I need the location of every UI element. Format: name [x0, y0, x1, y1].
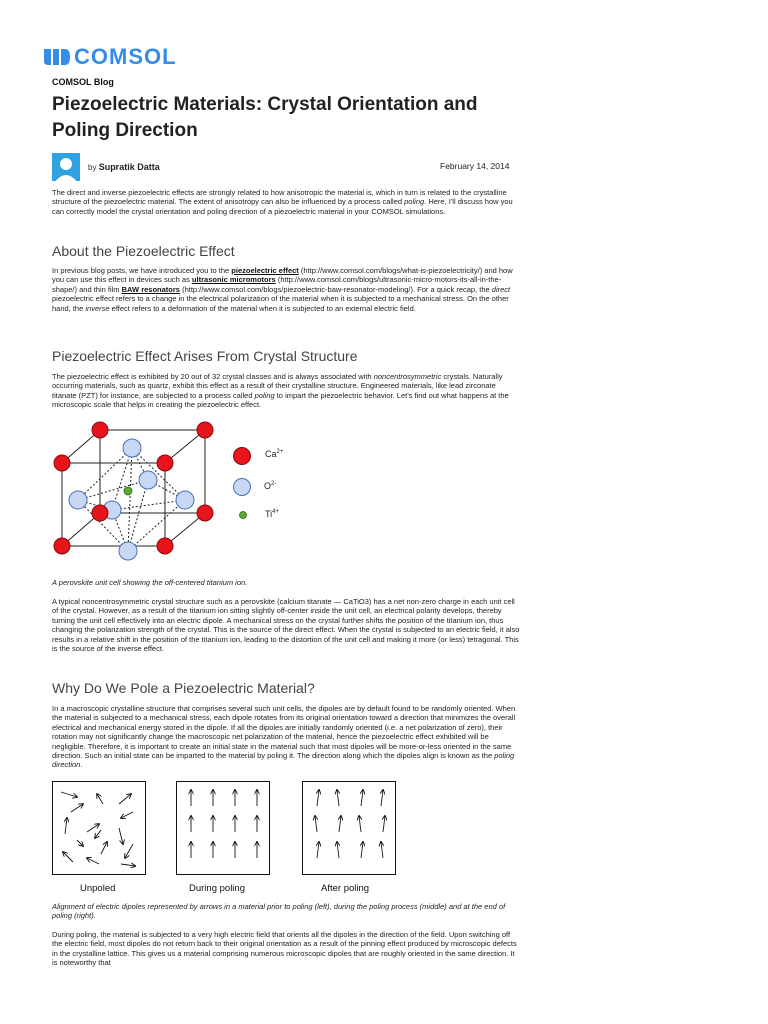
legend-o-marker: [232, 477, 252, 497]
legend-ca-label: $Ca^{2+}$: [265, 449, 284, 459]
perovskite-unit-cell-figure: [50, 418, 220, 576]
during-poling-box: [176, 781, 270, 875]
section-perovskite-paragraph: A typical noncentrosymmetric crystal structure such as a perovskite (calcium titanate — CaTiO3) has a net non-zero charge in each unit cell of the crystal. However, as a result of the titanium ion sitting slightly off-center inside the unit cell, an electrical polarity develops, thereby turning the unit cell effectively into an electric dipole. A mechanical stress on the crystal further shifts the position of the titanium ion, thus changing the polarization strength of the crystal. This is the source of the direct effect. When the crystal is subjected to an electric field, it also results in a relative shift in the position of the titanium ion, leading to the distortion of the unit cell and making it more (or less) tetragonal. This is the source of the inverse effect.: [52, 597, 520, 654]
avatar: [52, 153, 80, 181]
link-ultrasonic-micromotors[interactable]: ultrasonic micromotors: [191, 275, 276, 285]
label-during-poling: During poling: [189, 883, 245, 894]
author-link[interactable]: Supratik Datta: [98, 162, 160, 172]
blog-label: COMSOL Blog: [52, 77, 114, 87]
unpoled-box: [52, 781, 146, 875]
comsol-logo-icon: [44, 49, 70, 65]
after-poling-dipoles: [303, 782, 395, 874]
legend-o-label: $O^{2-}$: [264, 481, 277, 491]
link-piezoelectric-effect[interactable]: piezoelectric effect: [231, 266, 299, 275]
user-icon: [52, 153, 80, 181]
section-poling-paragraph: In a macroscopic crystalline structure that comprises several such unit cells, the dipoles are by default found to be randomly oriented. When the material is subjected to a mechanical stress, each dipole rotates from its original orientation toward a direction that minimizes the overall electrical and mechanical energy stored in the dipole. If all the dipoles are initially randomly oriented (i.e. a net polarization of zero), their rotation may not significantly change the macroscopic net polarization of the material, hence the piezoelectric effect exhibited will be negligible. Therefore, it is important to create an initial state in the material such that most dipoles will be more-or-less oriented in the same direction. Such an initial state can be imparted to the material by poling it. The direction along which the dipoles align is known as the poling direction.: [52, 704, 516, 770]
section-about-paragraph: In previous blog posts, we have introduced you to the piezoelectric effect (http://www.comsol.com/blogs/what-is-piezoelectricity/) and how you can use this effect in devices such as ultrasonic micromotors (http://www.comsol.com/blogs/ultrasonic-micro-motors-its-all-in-the-shape/) and thin film BAW resonators (http://www.comsol.com/blogs/piezoelectric-baw-resonator-modeling/). For a quick recap, the direct piezoelectric effect refers to a change in the electrical polarization of the material when it is subjected to a mechanical stress. On the other hand, the inverse effect refers to a deformation of the material when it is subjected to an external electric field.: [52, 266, 513, 313]
brand-name: COMSOL: [74, 44, 177, 69]
legend-ti-label: $Ti^{4+}$: [265, 509, 280, 519]
intro-paragraph: The direct and inverse piezoelectric effects are strongly related to how anisotropic the material is, which in turn is related to the crystalline structure of the piezoelectric material. The extent of anisotropy can also be influenced by a process called poling. Here, I'll discuss how you can correctly model the crystal orientation and poling direction of a piezoelectric material in your COMSOL simulations.: [52, 188, 513, 216]
figure2-caption: Alignment of electric dipoles represented by arrows in a material prior to poling (left), during the poling process (middle) and at the end of poling (right).: [52, 902, 506, 921]
byline: [88, 162, 160, 172]
section-poling-paragraph-2: During poling, the material is subjected to a very high electric field that orients all the dipoles in the direction of the field. Upon switching off the electric field, most dipoles do not return back to their original orientation as a result of the pinning effect produced by microscopic defects in the crystalline lattice. This gives us a material comprising numerous microscopic dipoles that are roughly oriented in the same direction. It is noteworthy that: [52, 930, 517, 968]
post-date: February 14, 2014: [440, 161, 510, 171]
page-title: Piezoelectric Materials: Crystal Orientation and Poling Direction: [52, 94, 478, 141]
section-heading-poling: Why Do We Pole a Piezoelectric Material?: [52, 680, 315, 696]
legend-ca-marker: [232, 446, 252, 466]
section-heading-crystal-structure: Piezoelectric Effect Arises From Crystal Structure: [52, 348, 358, 364]
link-baw-resonators[interactable]: BAW resonators: [121, 284, 180, 294]
during-poling-dipoles: [177, 782, 269, 874]
unpoled-dipoles: [53, 782, 145, 874]
after-poling-box: [302, 781, 396, 875]
comsol-logo[interactable]: [44, 44, 177, 70]
label-after-poling: After poling: [321, 883, 370, 894]
figure1-caption: A perovskite unit cell showing the off-centered titanium ion.: [52, 578, 248, 587]
section-heading-about: About the Piezoelectric Effect: [52, 243, 235, 259]
section-crystal-paragraph: The piezoelectric effect is exhibited by 20 out of 32 crystal classes and is always associated with noncentrosymmetric crystals. Naturally occurring materials, such as quartz, exhibit this effect as a result of their crystalline structure. Engineered materials, like lead zirconate titanate (PZT) for instance, are subjected to a process called poling to impart the piezoelectric behavior. Let's find out what happens at the microscopic scale that helps in creating the piezoelectric effect.: [52, 372, 509, 410]
byline-prefix: by: [88, 163, 97, 172]
label-unpoled: Unpoled: [80, 883, 116, 894]
legend-ti-marker: [238, 510, 248, 520]
